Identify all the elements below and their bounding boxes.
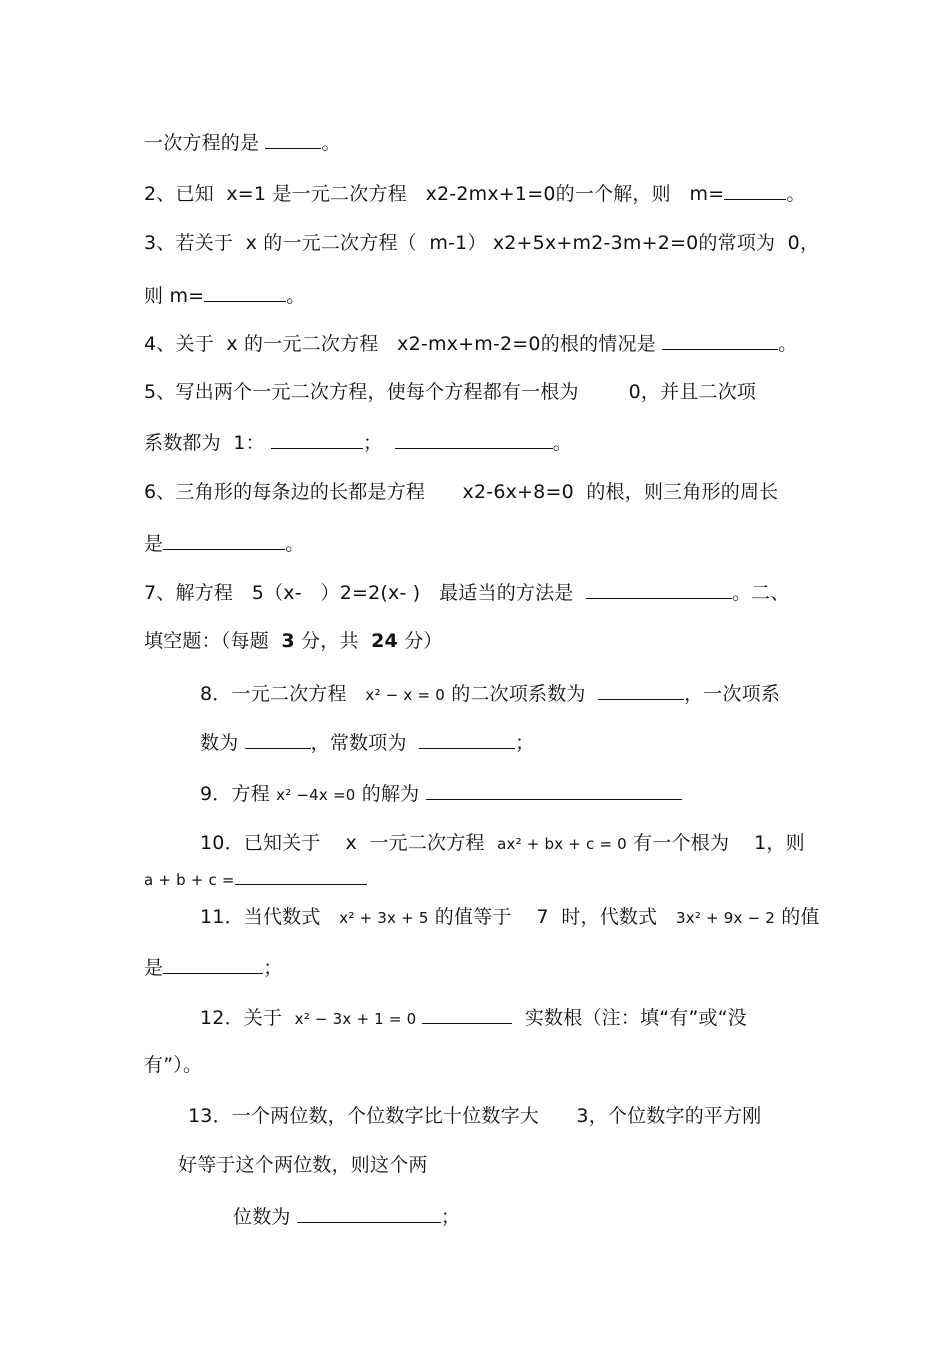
answer-blank[interactable] xyxy=(598,681,684,700)
answer-blank[interactable] xyxy=(265,130,321,149)
question-5-line-2: 系数都为 1： ； 。 xyxy=(144,432,572,454)
line-1: 一次方程的是 。 xyxy=(144,132,341,154)
question-11-line-2: 是 ； xyxy=(144,957,283,979)
question-6-line-2: 是 。 xyxy=(144,533,305,555)
answer-blank[interactable] xyxy=(245,730,311,749)
question-10-line-2: a + b + c = xyxy=(144,866,367,890)
answer-blank[interactable] xyxy=(163,531,285,550)
question-13-line-2: 好等于这个两位数，则这个两 xyxy=(178,1154,428,1176)
question-2: 2、已知 x=1 是一元二次方程 x2-2mx+1=0的一个解，则 m= 。 xyxy=(144,183,806,205)
question-13-line-1: 13．一个两位数，个位数字比十位数字大 3，个位数字的平方刚 xyxy=(188,1105,762,1127)
question-8-line-2: 数为 ，常数项为 ； xyxy=(200,732,535,754)
answer-blank[interactable] xyxy=(422,1005,512,1024)
answer-blank[interactable] xyxy=(235,866,367,885)
answer-blank[interactable] xyxy=(662,331,778,350)
question-3-line-1: 3、若关于 x 的一元二次方程（ m-1） x2+5x+m2-3m+2=0的常项为 0， xyxy=(144,232,820,254)
question-5-line-1: 5、写出两个一元二次方程，使每个方程都有一根为 0，并且二次项 xyxy=(144,381,757,403)
question-3-line-2: 则 m= 。 xyxy=(144,285,306,307)
answer-blank[interactable] xyxy=(586,580,732,599)
answer-blank[interactable] xyxy=(419,730,515,749)
question-4: 4、关于 x 的一元二次方程 x2-mx+m-2=0的根的情况是 。 xyxy=(144,333,798,355)
question-10-line-1: 10．已知关于 x 一元二次方程 ax² + bx + c = 0 有一个根为 1，则 xyxy=(200,832,805,854)
answer-blank[interactable] xyxy=(163,955,263,974)
question-12-line-1: 12．关于 x² − 3x + 1 = 0 实数根（注：填“有”或“没 xyxy=(200,1007,747,1029)
question-13-line-3: 位数为 ； xyxy=(233,1206,461,1228)
answer-blank[interactable] xyxy=(271,430,363,449)
question-9: 9．方程 x² −4x =0 的解为 xyxy=(200,781,682,805)
answer-blank[interactable] xyxy=(297,1204,441,1223)
answer-blank[interactable] xyxy=(426,781,682,800)
answer-blank[interactable] xyxy=(724,181,786,200)
answer-blank[interactable] xyxy=(395,430,553,449)
question-8-line-1: 8．一元二次方程 x² − x = 0 的二次项系数为 ，一次项系 xyxy=(200,683,781,705)
question-12-line-2: 有”）。 xyxy=(144,1054,203,1076)
question-6-line-1: 6、三角形的每条边的长都是方程 x2-6x+8=0 的根，则三角形的周长 xyxy=(144,481,779,503)
section-2-heading: 填空题：（每题 3 分，共 24 分） xyxy=(144,630,443,652)
question-7-line-1: 7、解方程 5（x- ）2=2(x- ) 最适当的方法是 。二、 xyxy=(144,582,790,604)
answer-blank[interactable] xyxy=(204,283,286,302)
question-11-line-1: 11．当代数式 x² + 3x + 5 的值等于 7 时，代数式 3x² + 9x − 2 的值 xyxy=(200,906,820,928)
